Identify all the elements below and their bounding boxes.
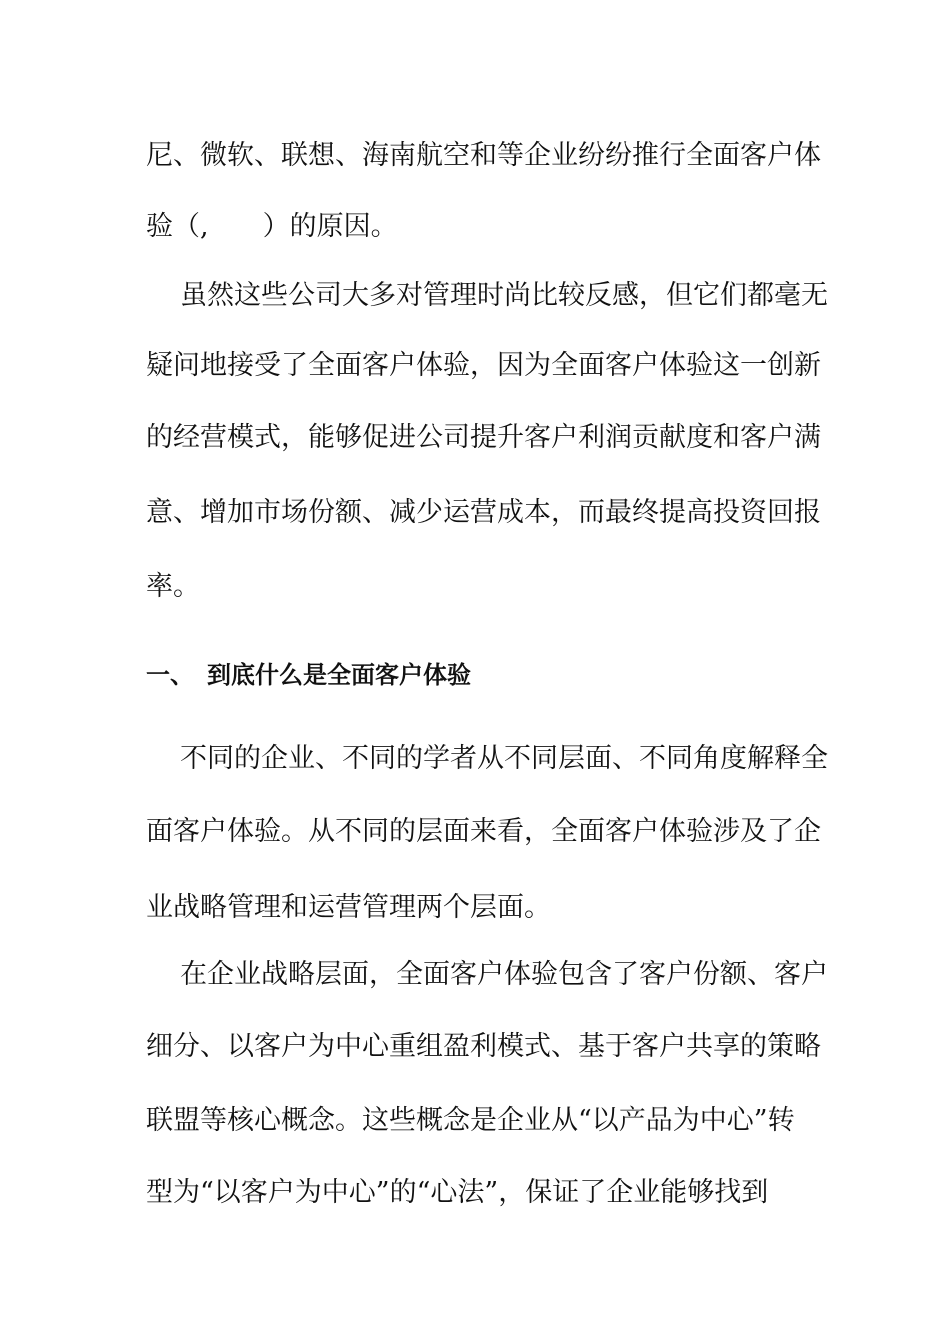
text-line: 细分、以客户为中心重组盈利模式、基于客户共享的策略: [146, 1031, 821, 1062]
text-line: 的经营模式，能够促进公司提升客户利润贡献度和客户满: [146, 422, 821, 453]
text-line: 验（, ）的原因。: [146, 211, 398, 242]
text-line: 疑问地接受了全面客户体验，因为全面客户体验这一创新: [146, 350, 821, 381]
paragraph-first-line: 在企业战略层面，全面客户体验包含了客户份额、客户: [180, 959, 828, 990]
section-number: 一、: [146, 661, 194, 689]
text-line: 联盟等核心概念。这些概念是企业从“以产品为中心”转: [146, 1105, 795, 1136]
section-heading: [146, 658, 471, 692]
text-line: 率。: [146, 571, 200, 602]
text-line: 面客户体验。从不同的层面来看，全面客户体验涉及了企: [146, 816, 821, 847]
text-line: 型为“以客户为中心”的“心法”，保证了企业能够找到: [146, 1177, 769, 1208]
paragraph-first-line: 虽然这些公司大多对管理时尚比较反感，但它们都毫无: [180, 280, 828, 311]
text-line: 业战略管理和运营管理两个层面。: [146, 892, 551, 923]
section-title: 到底什么是全面客户体验: [207, 661, 471, 689]
text-line: 尼、微软、联想、海南航空和等企业纷纷推行全面客户体: [146, 140, 821, 171]
text-line: 意、增加市场份额、减少运营成本，而最终提高投资回报: [146, 497, 821, 528]
paragraph-first-line: 不同的企业、不同的学者从不同层面、不同角度解释全: [180, 743, 828, 774]
